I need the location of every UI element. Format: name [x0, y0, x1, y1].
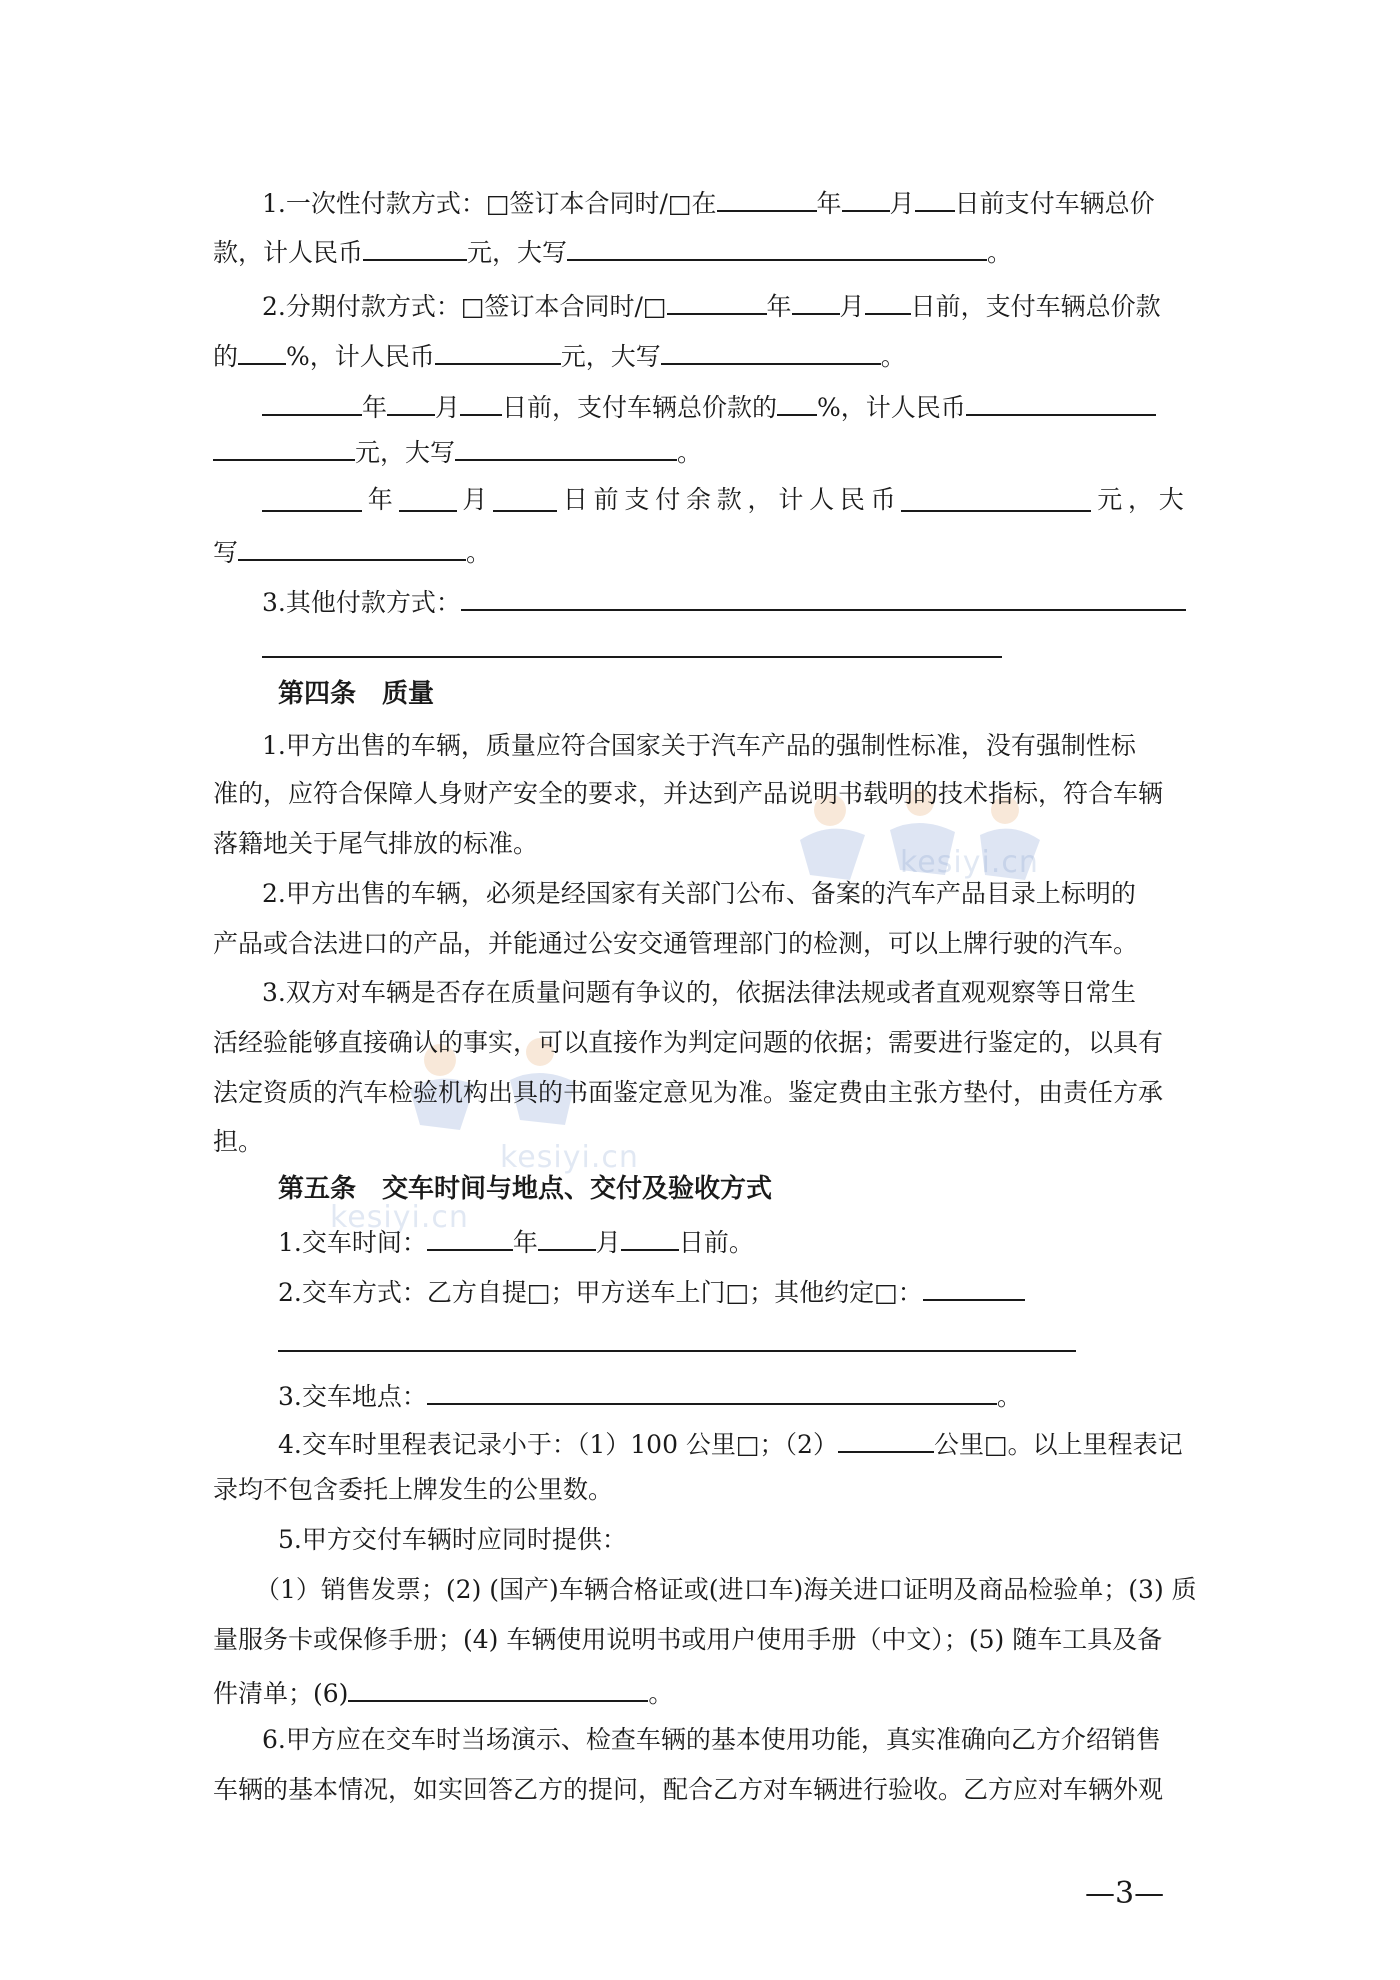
article4-p2-line2: 产品或合法进口的产品，并能通过公安交通管理部门的检测，可以上牌行驶的汽车。 [213, 929, 1139, 958]
article4-p1-line3: 落籍地关于尾气排放的标准。 [213, 829, 539, 858]
installment-payment-line-5: 年 月 日 前 支 付 余 款 ， 计 人 民 币 元 ， 大 [262, 484, 1184, 516]
acceptance-line-1: 6.甲方应在交车时当场演示、检查车辆的基本使用功能，真实准确向乙方介绍销售 [262, 1725, 1161, 1754]
blank-amount-words[interactable] [455, 433, 677, 461]
blank-amount[interactable] [966, 388, 1156, 416]
watermark-text-3: kesiyi.cn [330, 1200, 469, 1235]
installment-payment-line-2: 的 %，计人民币 元，大写 。 [213, 337, 906, 373]
blank-amount[interactable] [363, 233, 467, 261]
article4-heading: 第四条 质量 [278, 679, 435, 709]
installment-payment-line-4: 元，大写 。 [213, 433, 702, 469]
installment-payment-line-3: 年 月 日前，支付车辆总价款的 %，计人民币 [262, 388, 1156, 424]
blank-amount[interactable] [435, 337, 561, 365]
delivery-time-line: 1.交车时间： 年 月 日前。 [278, 1223, 754, 1259]
blank-percent[interactable] [777, 388, 817, 416]
blank-amount-cont[interactable] [213, 433, 355, 461]
blank-amount[interactable] [901, 484, 1091, 512]
blank-amount-words[interactable] [238, 533, 466, 561]
blank-mileage[interactable] [838, 1425, 934, 1453]
blank-day[interactable] [460, 388, 502, 416]
docs-line-2: 量服务卡或保修手册；(4) 车辆使用说明书或用户使用手册（中文）；(5) 随车工具及备 [213, 1625, 1163, 1654]
blank-other-payment-cont[interactable] [262, 656, 1002, 658]
one-time-payment-line: 1.一次性付款方式：□签订本合同时/□在 年 月 日前支付车辆总价 [262, 184, 1155, 220]
blank-percent[interactable] [238, 337, 286, 365]
blank-other-docs[interactable] [348, 1674, 648, 1702]
article4-p3-line3: 法定资质的汽车检验机构出具的书面鉴定意见为准。鉴定费由主张方垫付，由责任方承 [213, 1078, 1164, 1107]
blank-day[interactable] [915, 184, 955, 212]
blank-day[interactable] [865, 287, 911, 315]
mileage-line-2: 录均不包含委托上牌发生的公里数。 [213, 1475, 614, 1504]
blank-year[interactable] [262, 388, 362, 416]
blank-amount-words[interactable] [567, 233, 987, 261]
watermark-text: kesiyi.cn [900, 845, 1039, 880]
blank-other-method[interactable] [923, 1273, 1025, 1301]
delivery-method-line: 2.交车方式：乙方自提□；甲方送车上门□；其他约定□： [278, 1273, 1025, 1309]
blank-month[interactable] [538, 1223, 596, 1251]
blank-year[interactable] [717, 184, 817, 212]
delivery-place-line: 3.交车地点： 。 [278, 1377, 1022, 1413]
docs-line-1: （1）销售发票；(2) (国产)车辆合格证或(进口车)海关进口证明及商品检验单；(3) 质 [255, 1575, 1197, 1604]
installment-payment-line-6: 写 。 [213, 533, 491, 569]
article4-p2-line1: 2.甲方出售的车辆，必须是经国家有关部门公布、备案的汽车产品目录上标明的 [262, 879, 1136, 908]
other-payment-line: 3.其他付款方式： [262, 583, 1186, 619]
watermark-text-2: kesiyi.cn [500, 1140, 639, 1175]
blank-day[interactable] [621, 1223, 679, 1251]
blank-other-method-cont[interactable] [278, 1350, 1076, 1352]
article5-heading: 第五条 交车时间与地点、交付及验收方式 [278, 1174, 773, 1204]
mileage-line: 4.交车时里程表记录小于：（1）100 公里□；（2） 公里□。以上里程表记 [278, 1425, 1183, 1461]
acceptance-line-2: 车辆的基本情况，如实回答乙方的提问，配合乙方对车辆进行验收。乙方应对车辆外观 [213, 1775, 1164, 1804]
blank-month[interactable] [399, 484, 457, 512]
article4-p1-line1: 1.甲方出售的车辆，质量应符合国家关于汽车产品的强制性标准，没有强制性标 [262, 731, 1136, 760]
article4-p3-line2: 活经验能够直接确认的事实，可以直接作为判定问题的依据；需要进行鉴定的，以具有 [213, 1028, 1164, 1057]
blank-delivery-place[interactable] [427, 1377, 997, 1405]
article4-p3-line4: 担。 [213, 1127, 264, 1156]
blank-month[interactable] [842, 184, 890, 212]
blank-month[interactable] [387, 388, 435, 416]
blank-month[interactable] [792, 287, 840, 315]
docs-intro: 5.甲方交付车辆时应同时提供： [278, 1525, 627, 1554]
article4-p3-line1: 3.双方对车辆是否存在质量问题有争议的，依据法律法规或者直观观察等日常生 [262, 978, 1136, 1007]
article4-p1-line2: 准的，应符合保障人身财产安全的要求，并达到产品说明书载明的技术指标，符合车辆 [213, 779, 1164, 808]
blank-year[interactable] [667, 287, 767, 315]
blank-amount-words[interactable] [661, 337, 881, 365]
one-time-payment-line-2: 款，计人民币 元，大写 。 [213, 233, 1012, 269]
installment-payment-line: 2.分期付款方式：□签订本合同时/□ 年 月 日前，支付车辆总价款 [262, 287, 1161, 323]
blank-other-payment[interactable] [461, 583, 1186, 611]
blank-year[interactable] [427, 1223, 513, 1251]
docs-line-3: 件清单；(6) 。 [213, 1674, 673, 1710]
blank-day[interactable] [493, 484, 557, 512]
blank-year[interactable] [262, 484, 362, 512]
page-number: —3— [1085, 1876, 1165, 1911]
